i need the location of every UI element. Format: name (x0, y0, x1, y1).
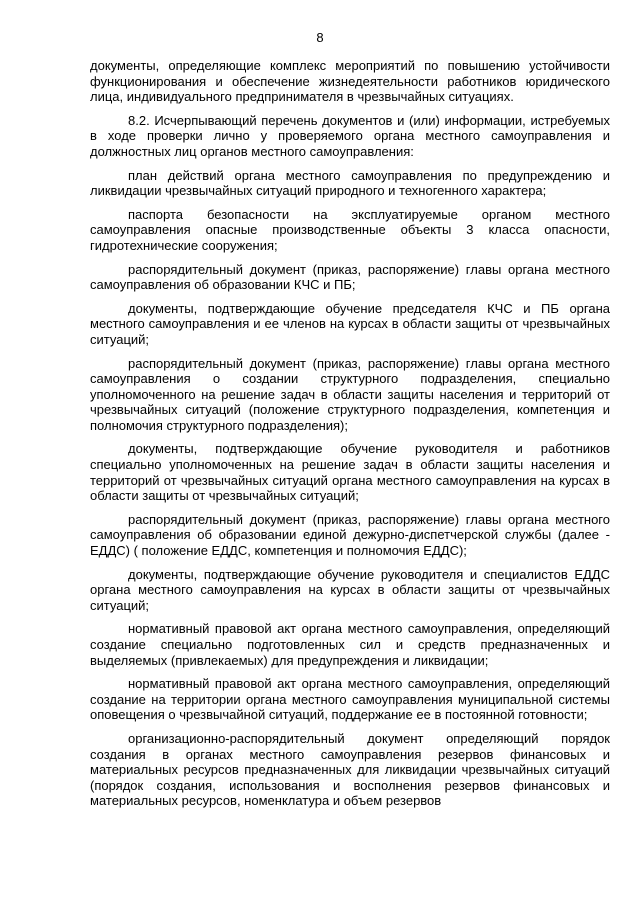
document-body (90, 58, 610, 817)
page-number: 8 (316, 30, 324, 45)
paragraph-section-8-2: 8.2. Исчерпывающий перечень документов и (или) информации, истребуемых в ходе проверки лично у проверяемого органа местного самоуправления и должностных лиц органов местного самоуправления: (90, 112, 610, 159)
list-item-kchs-order: распорядительный документ (приказ, распоряжение) главы органа местного самоуправления об образовании КЧС и ПБ; (90, 261, 610, 293)
list-item-forces-act: нормативный правовой акт органа местного самоуправления, определяющий создание специально подготовленных сил и средств предназначенных и выделяемых (привлекаемых) для предупреждения и ликвидации; (90, 621, 610, 668)
list-item-reserves-document: организационно-распорядительный документ определяющий порядок создания в органах местного самоуправления резервов финансовых и материальных ресурсов предназначенных для ликвидации чрезвычайных ситуаций (порядок создания, использования и восполнения резервов финансовых и материальных ресурсов, номенклатура и объем резервов (90, 730, 610, 809)
list-item-safety-passports: паспорта безопасности на эксплуатируемые органом местного самоуправления опасные производственные объекты 3 класса опасности, гидротехнические сооружения; (90, 206, 610, 253)
list-item-action-plan: план действий органа местного самоуправления по предупреждению и ликвидации чрезвычайных ситуаций природного и техногенного характера; (90, 167, 610, 199)
list-item-unit-training: документы, подтверждающие обучение руководителя и работников специально уполномоченных на решение задач в области защиты населения и территорий от чрезвычайных ситуаций органа местного самоуправления на курсах в области защиты от чрезвычайных ситуаций; (90, 441, 610, 504)
list-item-kchs-training: документы, подтверждающие обучение председателя КЧС и ПБ органа местного самоуправления и ее членов на курсах в области защиты от чрезвычайных ситуаций; (90, 300, 610, 347)
list-item-edds-order: распорядительный документ (приказ, распоряжение) главы органа местного самоуправления об образовании единой дежурно-диспетчерской службы (далее - ЕДДС) ( положение ЕДДС, компетенция и полномочия ЕДДС); (90, 511, 610, 559)
list-item-warning-system-act: нормативный правовой акт органа местного самоуправления, определяющий создание на территории органа местного самоуправления муниципальной системы оповещения о чрезвычайной ситуаций, поддержание ее в постоянной готовности; (90, 676, 610, 723)
list-item-structural-unit-order: распорядительный документ (приказ, распоряжение) главы органа местного самоуправления о создании структурного подразделения, специально уполномоченного на решение задач в области защиты населения и территорий от чрезвычайных ситуаций (положение структурного подразделения, компетенция и полномочия структурного подразделения); (90, 355, 610, 433)
list-item-edds-training: документы, подтверждающие обучение руководителя и специалистов ЕДДС органа местного самоуправления на курсах в области защиты от чрезвычайных ситуаций; (90, 566, 610, 613)
paragraph-continuation: документы, определяющие комплекс мероприятий по повышению устойчивости функционирования и обеспечение жизнедеятельности работников юридического лица, индивидуального предпринимателя в чрезвычайных ситуациях. (90, 58, 610, 105)
